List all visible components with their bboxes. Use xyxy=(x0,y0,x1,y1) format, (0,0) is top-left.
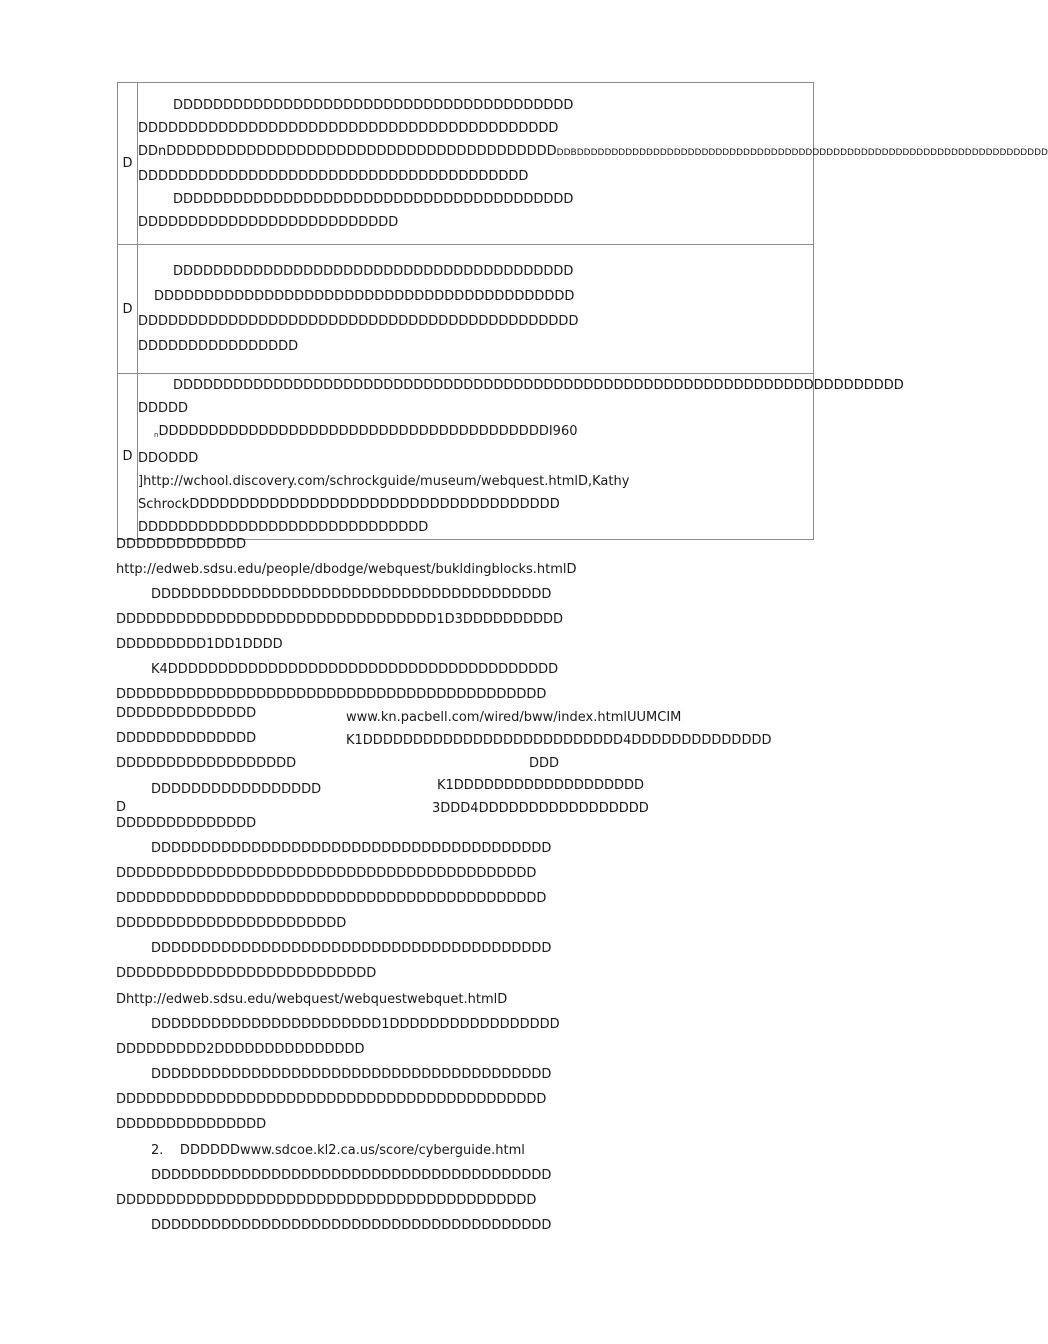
table-row xyxy=(118,83,814,245)
text-run: DDnDDDDDDDDDDDDDDDDDDDDDDDDDDDDDDDDDDDDDDD xyxy=(138,143,557,159)
text-run: DDB xyxy=(556,147,577,158)
text-line: DDDDDDDDDDDDDD xyxy=(116,731,257,746)
table-cell xyxy=(138,245,814,374)
text-line: DDDDDDDDDDDDDDDDDDDDDDD1DDDDDDDDDDDDDDDDD xyxy=(151,1017,560,1032)
table-row xyxy=(118,245,814,374)
text-line: DDDDDDDDDDDDDD xyxy=(116,816,257,831)
text-line: DDDDDDDDDDDDDDDDDDDDDDDDDDDDDDDD1D3DDDDDDDDDD xyxy=(116,612,563,627)
text-line: DDDDDDDDDDDDDDDDDDDDDDDDDDDDDDDDDDDDDDD xyxy=(138,168,529,184)
table-cell xyxy=(138,83,1048,245)
text-line: DDDDDDDDDDDDDDDDDDDDDDDDDDDDDDDDDDDDDDDDDDDDDDDDDDDDDDDDDDDDDDDDDDDDDDDDD xyxy=(173,378,904,393)
text-line: DDDDDDDDDDDDDDDDDDDDDDDDDDDDDDDDDDDDDDDDDDD xyxy=(116,891,547,906)
text-line: DDD xyxy=(529,756,560,771)
text-line: DDDDDDDDDDDDDDDDDDDDDDDDDDDDDDDDDDDDDDDDDD xyxy=(116,866,537,881)
text-line: DDDDDDDDDDDDDDDDDDDDDDDDDD xyxy=(116,966,377,981)
text-line: DDDDDDDDDDDDDDDDD xyxy=(151,782,322,797)
text-line: DDDDDDDDDDDDDD xyxy=(116,706,257,721)
text-run: n xyxy=(154,431,159,439)
text-line: DDDDDDDDDDDDDDDDDDDDDDDDDDDDDDDDDDDDDDDDDD xyxy=(116,1193,537,1208)
text-line: DDDDDDDDDDDDDDDDDDDDDDDDDDDDDDDDDDDDDDDDDDD xyxy=(116,1092,547,1107)
text-line: DDDDDDDDDDDDDDDD xyxy=(138,339,299,354)
text-line: D xyxy=(116,800,127,815)
url-text: Dhttp://edweb.sdsu.edu/webquest/webquestwebquet.htmlD xyxy=(116,992,508,1007)
text-line: DDDDDDDDDDDDDDDDDDDDDDDDDDDDDDDDDDDDDDDD xyxy=(173,191,574,207)
text-line: DDDDDDDDDDDDDDDDDDDDDDDDDD xyxy=(138,214,399,230)
text-line: DDDDDDDDDDDDDDDDDD xyxy=(116,756,297,771)
text-line: DDDDDDDDD1DD1DDDD xyxy=(116,637,283,652)
table-row xyxy=(118,374,814,540)
text-line: DDDDDDDDDDDDDDDDDDDDDDDDDDDDDDDDDDDDDDDDDDDD xyxy=(138,314,579,329)
text-line: DDDDDDDDDDDDDDDDDDDDDDDDDDDDDDDDDDDDDDDD xyxy=(151,841,552,856)
text-line: DDDDDDDDDDDDDDDDDDDDDDDDDDDDDDDDDDDDDDDD xyxy=(151,1067,552,1082)
text-line xyxy=(138,420,813,447)
url-text: http://edweb.sdsu.edu/people/dbodge/webquest/bukldingblocks.htmlD xyxy=(116,562,577,577)
text-line: DDDDDDDDDDDDDDDDDDDDDDDDDDDDDDDDDDDDDDDDDDD xyxy=(116,687,547,702)
text-line: DDODDD xyxy=(138,451,199,466)
text-line: DDDDDDDDDDDDDDD xyxy=(116,1117,267,1132)
text-line: DDDDDDDDDDDDDDDDDDDDDDDDDDDDD xyxy=(138,520,429,535)
text-line: DDDDDDDDDDDDDDDDDDDDDDDDDDDDDDDDDDDDDDDD xyxy=(173,264,574,279)
text-line: SchrockDDDDDDDDDDDDDDDDDDDDDDDDDDDDDDDDDDDDD xyxy=(138,497,560,512)
list-item: 2. DDDDDDwww.sdcoe.kl2.ca.us/score/cyberguide.html xyxy=(151,1143,525,1158)
text-line: DDDDDDDDDDDDDDDDDDDDDDDDDDDDDDDDDDDDDDDD xyxy=(151,1168,552,1183)
text-line xyxy=(138,140,1048,165)
row-marker: D xyxy=(118,245,138,374)
text-line: DDDDD xyxy=(138,401,189,416)
text-line: DDDDDDDDD2DDDDDDDDDDDDDDD xyxy=(116,1042,365,1057)
text-line: DDDDDDDDDDDDDDDDDDDDDDDDDDDDDDDDDDDDDDDD xyxy=(151,941,552,956)
text-line: DDDDDDDDDDDDDDDDDDDDDDDDDDDDDDDDDDDDDDDD xyxy=(173,97,574,113)
text-line: DDDDDDDDDDDDDDDDDDDDDDD xyxy=(116,916,347,931)
document-table xyxy=(117,82,1048,540)
row-marker: D xyxy=(118,374,138,540)
row-marker: D xyxy=(118,83,138,245)
text-line: DDDDDDDDDDDDD xyxy=(116,537,247,552)
table-cell xyxy=(138,374,904,540)
text-line: DDDDDDDDDDDDDDDDDDDDDDDDDDDDDDDDDDDDDDDD xyxy=(151,587,552,602)
text-line: K1DDDDDDDDDDDDDDDDDDDDDDDDDD4DDDDDDDDDDDDDD xyxy=(346,733,772,748)
text-line: K4DDDDDDDDDDDDDDDDDDDDDDDDDDDDDDDDDDDDDDD xyxy=(151,662,559,677)
text-run: DDDDDDDDDDDDDDDDDDDDDDDDDDDDDDDDDDDDDDDDDDDDDDDDDDDDDDDDDDDDDDDDDDDD xyxy=(576,147,1048,158)
text-line: DDDDDDDDDDDDDDDDDDDDDDDDDDDDDDDDDDDDDDDDDD xyxy=(154,289,575,304)
url-text: www.kn.pacbell.com/wired/bww/index.htmlUUMCIM xyxy=(346,710,682,725)
text-line: 3DDD4DDDDDDDDDDDDDDDDD xyxy=(432,801,649,816)
text-line: K1DDDDDDDDDDDDDDDDDDD xyxy=(437,778,644,793)
text-line: ]http://wchool.discovery.com/schrockguide/museum/webquest.htmlD,Kathy xyxy=(138,474,630,489)
text-line: DDDDDDDDDDDDDDDDDDDDDDDDDDDDDDDDDDDDDDDD xyxy=(151,1218,552,1233)
text-line: DDDDDDDDDDDDDDDDDDDDDDDDDDDDDDDDDDDDDDDDDD xyxy=(138,120,559,136)
text-run: DDDDDDDDDDDDDDDDDDDDDDDDDDDDDDDDDDDDDDDI960 xyxy=(158,424,578,439)
